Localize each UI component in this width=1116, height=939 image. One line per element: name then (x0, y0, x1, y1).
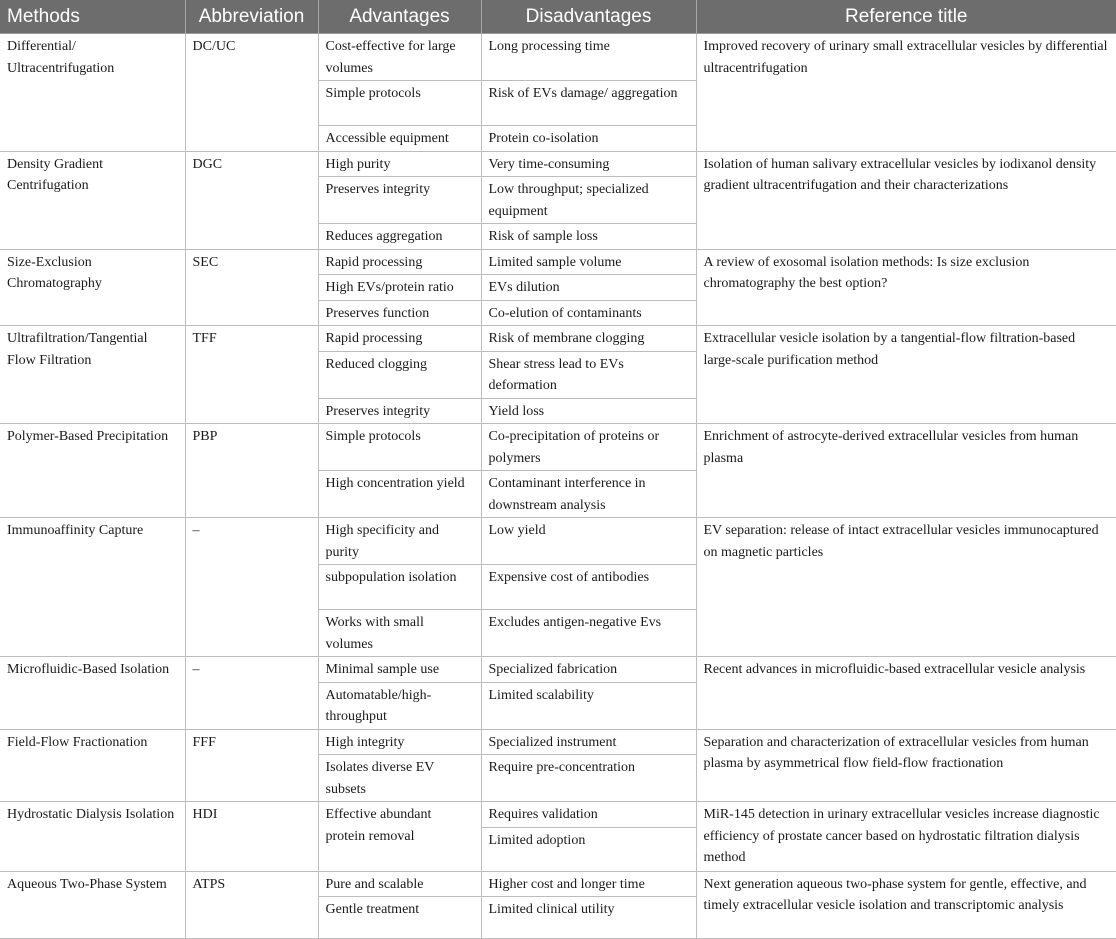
header-advantages: Advantages (318, 0, 481, 34)
header-methods: Methods (0, 0, 185, 34)
abbreviation-cell: – (185, 657, 318, 730)
abbreviation-cell: TFF (185, 326, 318, 424)
advantage-cell: High integrity (318, 729, 481, 755)
advantage-cell: Rapid processing (318, 249, 481, 275)
table-body (0, 34, 1116, 939)
header-abbreviation: Abbreviation (185, 0, 318, 34)
header-row (0, 0, 1116, 34)
advantage-cell: Accessible equipment (318, 126, 481, 152)
table-row (0, 249, 1116, 275)
advantage-cell: Preserves integrity (318, 177, 481, 224)
abbreviation-cell: FFF (185, 729, 318, 802)
advantage-cell: High EVs/protein ratio (318, 275, 481, 301)
abbreviation-cell: SEC (185, 249, 318, 326)
header-disadvantages: Disadvantages (481, 0, 696, 34)
reference-title-cell: Isolation of human salivary extracellular vesicles by iodixanol density gradient ultracentrifugation and their characterizations (696, 151, 1116, 249)
method-cell: Density Gradient Centrifugation (0, 151, 185, 249)
method-cell: Immunoaffinity Capture (0, 518, 185, 657)
abbreviation-cell: DC/UC (185, 34, 318, 152)
disadvantage-cell: Specialized instrument (481, 729, 696, 755)
table-row (0, 871, 1116, 897)
disadvantage-cell: Very time-consuming (481, 151, 696, 177)
advantage-cell: Reduced clogging (318, 351, 481, 398)
table-row (0, 151, 1116, 177)
table-row (0, 326, 1116, 352)
disadvantage-cell: Limited adoption (481, 827, 696, 871)
disadvantage-cell: Expensive cost of antibodies (481, 565, 696, 610)
reference-title-cell: Recent advances in microfluidic-based extracellular vesicle analysis (696, 657, 1116, 730)
advantage-cell: Isolates diverse EV subsets (318, 755, 481, 802)
table-row (0, 802, 1116, 828)
table-row (0, 518, 1116, 565)
advantage-cell: Reduces aggregation (318, 224, 481, 250)
abbreviation-cell: HDI (185, 802, 318, 872)
table-row (0, 34, 1116, 81)
method-cell: Aqueous Two-Phase System (0, 871, 185, 939)
advantage-cell: Preserves function (318, 300, 481, 326)
disadvantage-cell: Excludes antigen-negative Evs (481, 610, 696, 657)
disadvantage-cell: EVs dilution (481, 275, 696, 301)
advantage-cell: Pure and scalable (318, 871, 481, 897)
advantage-cell: Effective abundant protein removal (318, 802, 481, 872)
advantage-cell: High purity (318, 151, 481, 177)
disadvantage-cell: Co-elution of contaminants (481, 300, 696, 326)
abbreviation-cell: DGC (185, 151, 318, 249)
advantage-cell: Minimal sample use (318, 657, 481, 683)
disadvantage-cell: Require pre-concentration (481, 755, 696, 802)
reference-title-cell: A review of exosomal isolation methods: Is size exclusion chromatography the best option? (696, 249, 1116, 326)
method-cell: Hydrostatic Dialysis Isolation (0, 802, 185, 872)
advantage-cell: High concentration yield (318, 471, 481, 518)
method-cell: Ultrafiltration/Tangential Flow Filtration (0, 326, 185, 424)
disadvantage-cell: Yield loss (481, 398, 696, 424)
reference-title-cell: Extracellular vesicle isolation by a tangential-flow filtration-based large-scale purification method (696, 326, 1116, 424)
disadvantage-cell: Contaminant interference in downstream analysis (481, 471, 696, 518)
reference-title-cell: Separation and characterization of extracellular vesicles from human plasma by asymmetrical flow field-flow fractionation (696, 729, 1116, 802)
advantage-cell: Gentle treatment (318, 897, 481, 939)
method-cell: Polymer-Based Precipitation (0, 424, 185, 518)
advantage-cell: Rapid processing (318, 326, 481, 352)
abbreviation-cell: – (185, 518, 318, 657)
disadvantage-cell: Long processing time (481, 34, 696, 81)
method-cell: Size-Exclusion Chromatography (0, 249, 185, 326)
disadvantage-cell: Risk of sample loss (481, 224, 696, 250)
abbreviation-cell: ATPS (185, 871, 318, 939)
advantage-cell: Simple protocols (318, 81, 481, 126)
disadvantage-cell: Low throughput; specialized equipment (481, 177, 696, 224)
disadvantage-cell: Specialized fabrication (481, 657, 696, 683)
reference-title-cell: MiR-145 detection in urinary extracellular vesicles increase diagnostic efficiency of prostate cancer based on hydrostatic filtration dialysis method (696, 802, 1116, 872)
disadvantage-cell: Co-precipitation of proteins or polymers (481, 424, 696, 471)
advantage-cell: subpopulation isolation (318, 565, 481, 610)
disadvantage-cell: Limited sample volume (481, 249, 696, 275)
disadvantage-cell: Low yield (481, 518, 696, 565)
disadvantage-cell: Limited scalability (481, 682, 696, 729)
method-cell: Microfluidic-Based Isolation (0, 657, 185, 730)
disadvantage-cell: Risk of membrane clogging (481, 326, 696, 352)
table-row (0, 657, 1116, 683)
reference-title-cell: EV separation: release of intact extracellular vesicles immunocaptured on magnetic particles (696, 518, 1116, 657)
advantage-cell: Cost-effective for large volumes (318, 34, 481, 81)
advantage-cell: Preserves integrity (318, 398, 481, 424)
disadvantage-cell: Requires validation (481, 802, 696, 828)
method-cell: Field-Flow Fractionation (0, 729, 185, 802)
disadvantage-cell: Limited clinical utility (481, 897, 696, 939)
table-row (0, 424, 1116, 471)
disadvantage-cell: Protein co-isolation (481, 126, 696, 152)
advantage-cell: High specificity and purity (318, 518, 481, 565)
reference-title-cell: Next generation aqueous two-phase system for gentle, effective, and timely extracellular vesicle isolation and transcriptomic analysis (696, 871, 1116, 939)
advantage-cell: Works with small volumes (318, 610, 481, 657)
disadvantage-cell: Shear stress lead to EVs deformation (481, 351, 696, 398)
abbreviation-cell: PBP (185, 424, 318, 518)
advantage-cell: Automatable/high-throughput (318, 682, 481, 729)
reference-title-cell: Improved recovery of urinary small extracellular vesicles by differential ultracentrifugation (696, 34, 1116, 152)
disadvantage-cell: Higher cost and longer time (481, 871, 696, 897)
disadvantage-cell: Risk of EVs damage/ aggregation (481, 81, 696, 126)
table-row (0, 729, 1116, 755)
header-reference-title: Reference title (696, 0, 1116, 34)
reference-title-cell: Enrichment of astrocyte-derived extracellular vesicles from human plasma (696, 424, 1116, 518)
method-cell: Differential/ Ultracentrifugation (0, 34, 185, 152)
advantage-cell: Simple protocols (318, 424, 481, 471)
